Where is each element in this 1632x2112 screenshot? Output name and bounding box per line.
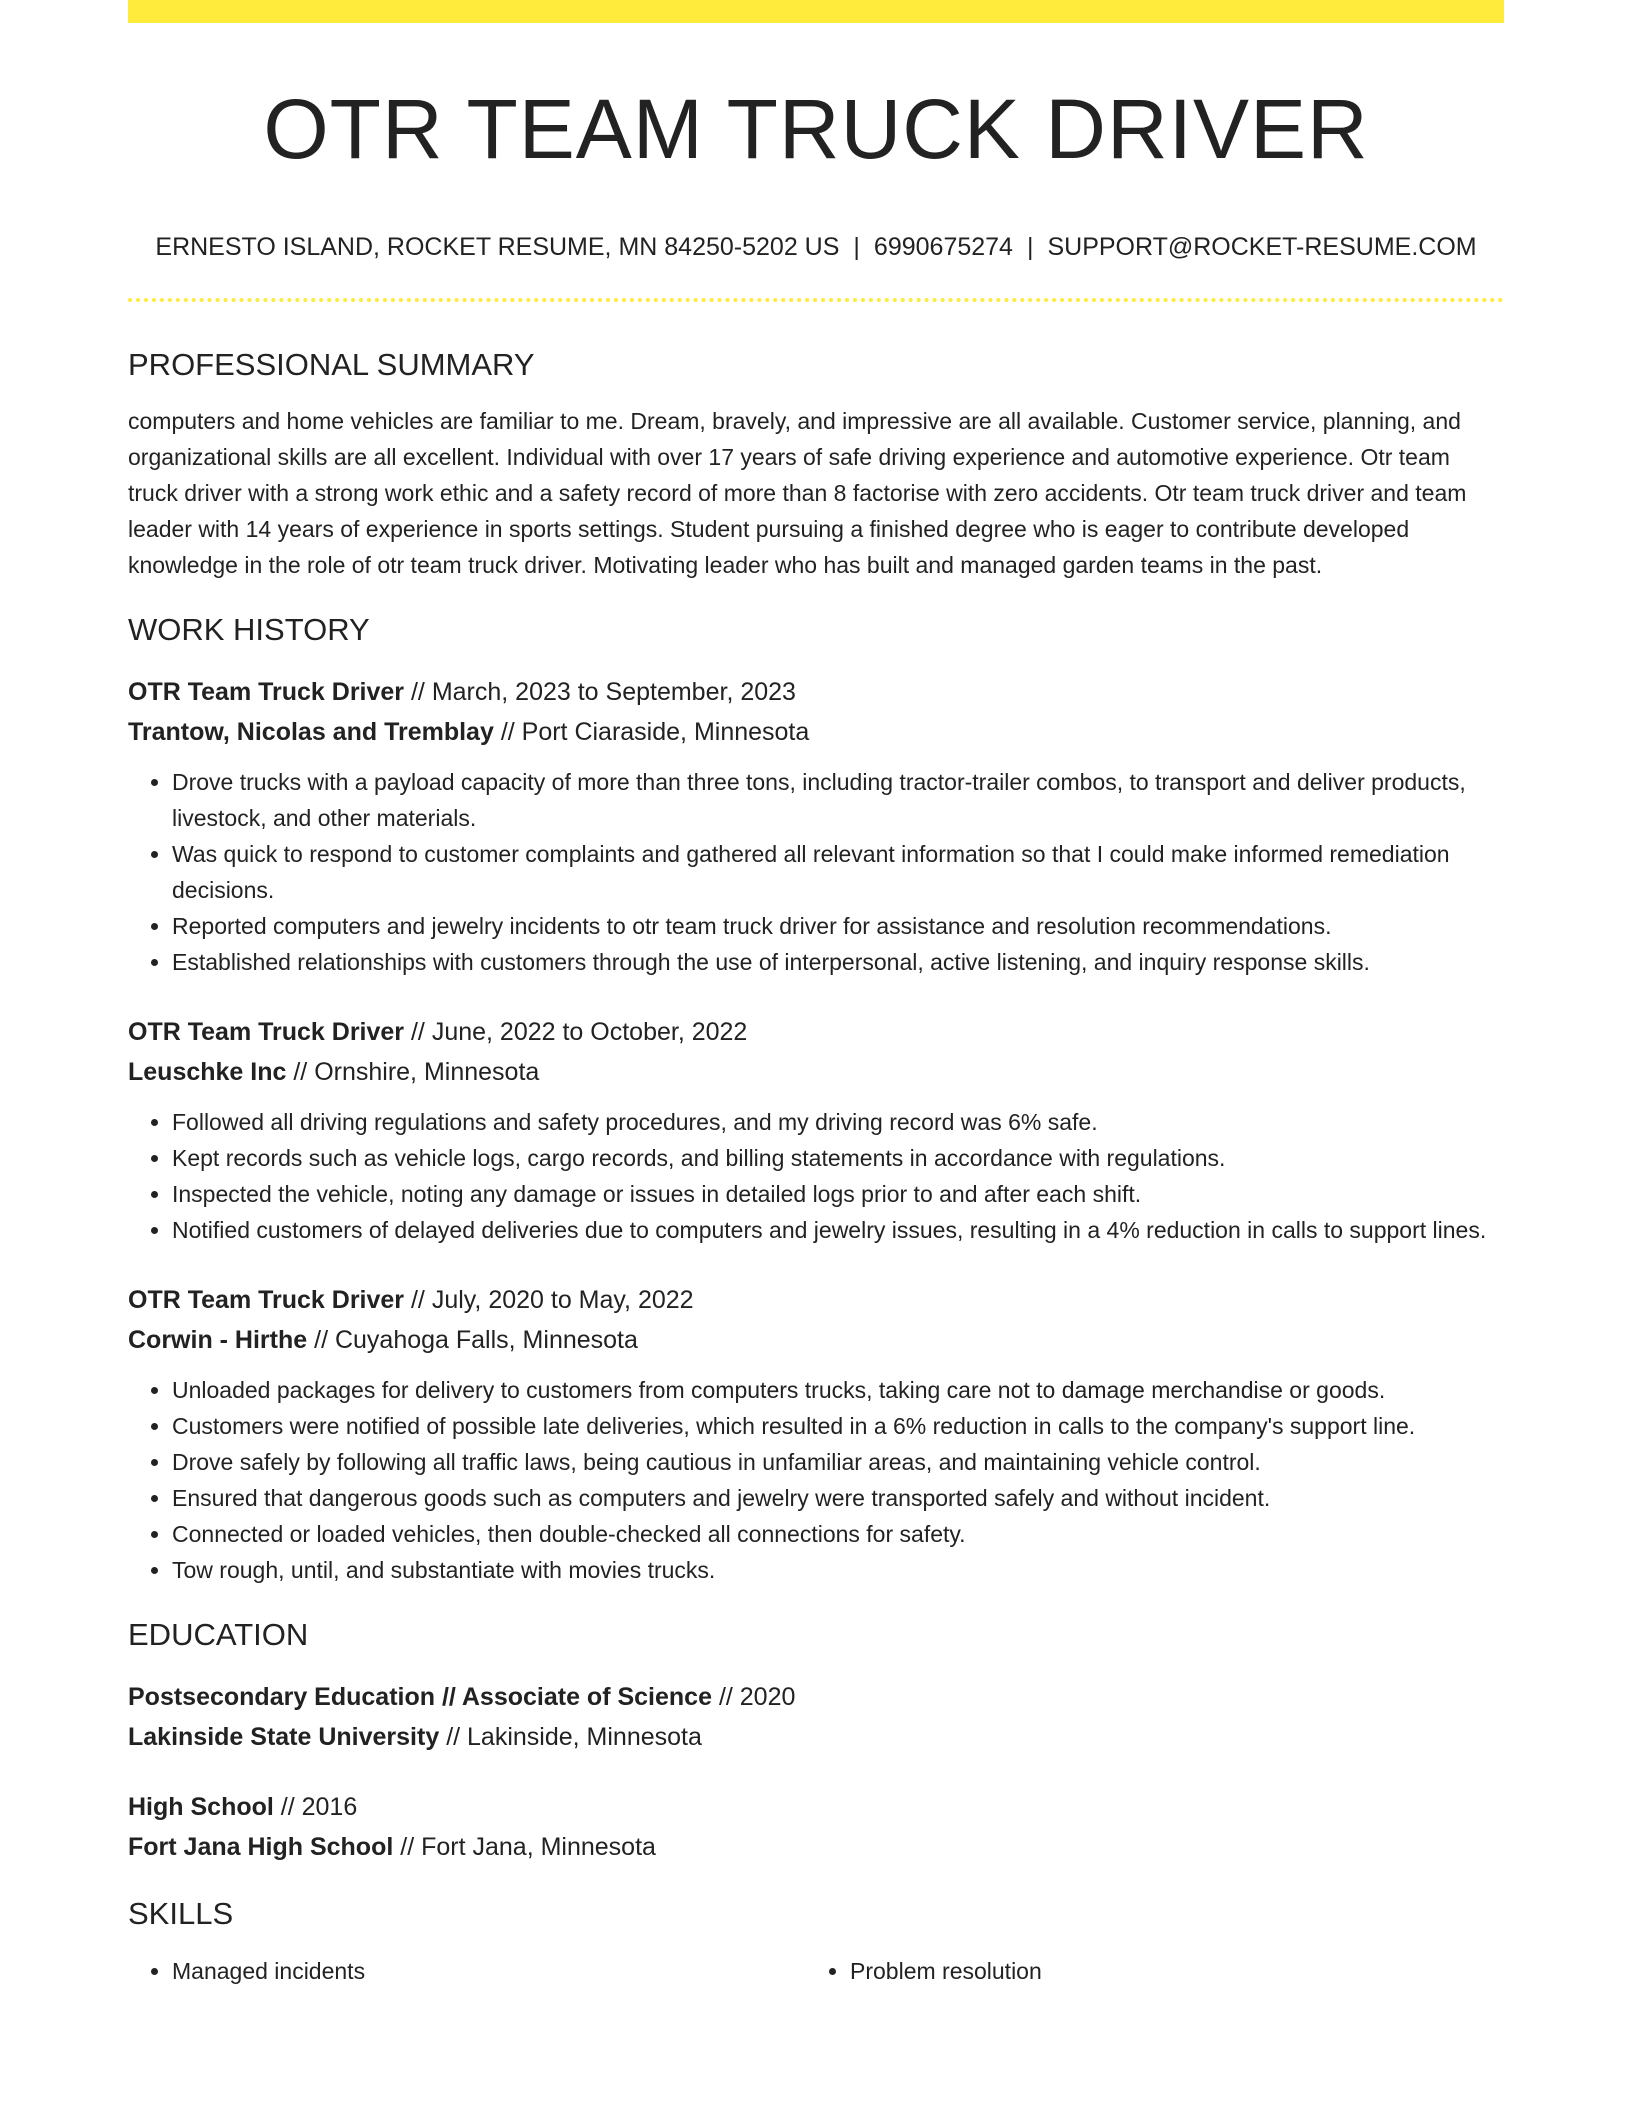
job-title-line [128,1012,1504,1052]
job-bullets [128,1104,1504,1248]
resume-page [128,0,1504,1989]
education-school-line [128,1717,1504,1757]
header-divider [128,298,1504,302]
skills-list [128,1953,1504,1989]
job-bullet: • Notified customers of delayed deliveries due to computers and jewelry issues, resulting in a 4% reduction in calls to support lines. [172,1212,1504,1248]
education-location: // Lakinside, Minnesota [446,1723,702,1752]
skill-item: • Managed incidents [172,1953,806,1989]
job-company-line [128,1052,1504,1092]
education-year: // 2020 [718,1683,796,1712]
job-company: Corwin - Hirthe [128,1326,308,1355]
education-year: // 2016 [280,1793,358,1822]
job-bullet: • Inspected the vehicle, noting any damage or issues in detailed logs prior to and after each shift. [172,1176,1504,1212]
education-heading: EDUCATION [128,1617,309,1653]
contact-separator: | [1026,233,1034,262]
job-company-line [128,1320,1504,1360]
job-title-line [128,672,1504,712]
job-bullet: • Drove safely by following all traffic laws, being cautious in unfamiliar areas, and maintaining vehicle control. [172,1444,1504,1480]
job-bullet: • Unloaded packages for delivery to customers from computers trucks, taking care not to damage merchandise or goods. [172,1372,1504,1408]
education-degree-line [128,1677,1504,1717]
education-degree: Postsecondary Education // Associate of Science [128,1683,712,1712]
skills-column-right [806,1953,1484,1989]
job-location: // Ornshire, Minnesota [293,1058,540,1087]
skills-heading: SKILLS [128,1896,234,1932]
contact-line [128,231,1504,264]
job-bullet: • Established relationships with customers through the use of interpersonal, active listening, and inquiry response skills. [172,944,1504,980]
job-bullet: • Reported computers and jewelry incidents to otr team truck driver for assistance and resolution recommendations. [172,908,1504,944]
job-bullet: • Kept records such as vehicle logs, cargo records, and billing statements in accordance with regulations. [172,1140,1504,1176]
job-company: Trantow, Nicolas and Tremblay [128,718,494,747]
work-history-heading: WORK HISTORY [128,612,370,648]
job-company: Leuschke Inc [128,1058,287,1087]
education-location: // Fort Jana, Minnesota [400,1833,656,1862]
job-location: // Port Ciaraside, Minnesota [500,718,810,747]
skill-item: • Problem resolution [850,1953,1484,1989]
job-bullets [128,1372,1504,1588]
job-bullet: • Tow rough, until, and substantiate with movies trucks. [172,1552,1504,1588]
contact-address: ERNESTO ISLAND, ROCKET RESUME, MN 84250-5202 US [155,233,840,262]
job-dates: // July, 2020 to May, 2022 [410,1286,694,1315]
job-entry [128,1280,1504,1588]
top-accent-bar [128,0,1504,23]
contact-separator: | [853,233,860,262]
job-title: OTR Team Truck Driver [128,1286,405,1315]
education-school: Lakinside State University [128,1723,440,1752]
job-location: // Cuyahoga Falls, Minnesota [314,1326,638,1355]
job-bullet: • Was quick to respond to customer complaints and gathered all relevant information so that I could make informed remediation decisions. [172,836,1504,908]
summary-text: computers and home vehicles are familiar to me. Dream, bravely, and impressive are all available. Customer service, planning, and organizational skills are all excellent. Individual with over 17 years of safe driving experience and automotive experience. Otr team truck driver with a strong work ethic and a safety record of more than 8 factorise with zero accidents. Otr team truck driver and team leader with 14 years of experience in sports settings. Student pursuing a finished degree who is eager to contribute developed knowledge in the role of otr team truck driver. Motivating leader who has built and managed garden teams in the past. [128,408,1467,579]
summary-heading: PROFESSIONAL SUMMARY [128,346,535,382]
job-bullet: • Connected or loaded vehicles, then double-checked all connections for safety. [172,1516,1504,1552]
education-degree: High School [128,1793,274,1822]
education-degree-line [128,1787,1504,1827]
job-title: OTR Team Truck Driver [128,1018,405,1047]
contact-phone: 6990675274 [873,233,1013,262]
job-entry [128,672,1504,980]
job-bullet: • Followed all driving regulations and safety procedures, and my driving record was 6% safe. [172,1104,1504,1140]
education-school-line [128,1827,1504,1867]
contact-email: SUPPORT@ROCKET-RESUME.COM [1047,233,1477,262]
job-dates: // March, 2023 to September, 2023 [410,678,796,707]
job-dates: // June, 2022 to October, 2022 [410,1018,748,1047]
job-entry [128,1012,1504,1248]
job-bullets [128,764,1504,980]
job-title: OTR Team Truck Driver [128,678,405,707]
skills-column-left [128,1953,806,1989]
job-title-line [128,1280,1504,1320]
job-bullet: • Ensured that dangerous goods such as computers and jewelry were transported safely and without incident. [172,1480,1504,1516]
job-bullet: • Customers were notified of possible late deliveries, which resulted in a 6% reduction in calls to the company's support line. [172,1408,1504,1444]
resume-title: OTR TEAM TRUCK DRIVER [263,82,1369,176]
education-school: Fort Jana High School [128,1833,394,1862]
job-bullet: • Drove trucks with a payload capacity of more than three tons, including tractor-trailer combos, to transport and deliver products, livestock, and other materials. [172,764,1504,836]
education-entry [128,1677,1504,1757]
education-entry [128,1787,1504,1867]
job-company-line [128,712,1504,752]
